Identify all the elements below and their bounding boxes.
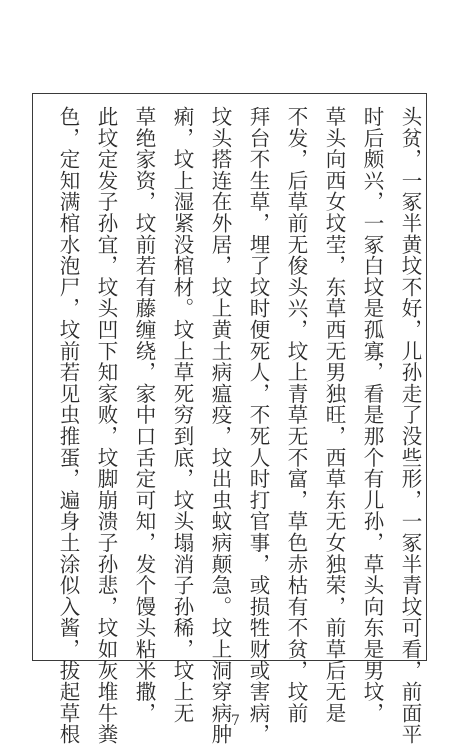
text-column-2: 时后颇兴，一冢白坟是孤寡，看是那个有儿孙，草头向东是男坟，	[360, 106, 384, 724]
text-column-8: 草绝家资，坟前若有藤缠绕，家中口舌定可知，发个馒头粘米撒，	[132, 106, 156, 724]
text-column-9: 此坟定发子孙宜，坟头凹下知家败，坟脚崩溃子孙悲，坟如灰堆牛粪	[94, 106, 118, 745]
text-column-3: 草头向西女坟茔，东草西无男独旺，西草东无女独荣，前草后无是	[322, 106, 346, 724]
text-column-6: 坟头搭连在外居，坟上黄土病瘟疫，坟出虫蚊病颠急。坟上洞穿病肿	[208, 106, 232, 745]
text-column-1: 头贫，一冢半黄坟不好，儿孙走了没些形，一冢半青坟可看，前面平	[398, 106, 422, 745]
page-number: 7	[231, 713, 240, 729]
text-column-10: 色，定知满棺水泡尸，坟前若见虫推蛋，遍身土涂似入酱，拔起草根	[56, 106, 80, 745]
text-column-4: 不发，后草前无俊头兴，坟上青草无不富，草色赤枯有不贫，坟前	[284, 106, 308, 724]
text-column-5: 拜台不生草，埋了坟时便死人，不死人时打官事，或损牲财或害病，	[246, 106, 270, 745]
text-column-7: 痢，坟上湿紧没棺材。坟上草死穷到底，坟头塌消子孙稀，坟上无	[170, 106, 194, 724]
